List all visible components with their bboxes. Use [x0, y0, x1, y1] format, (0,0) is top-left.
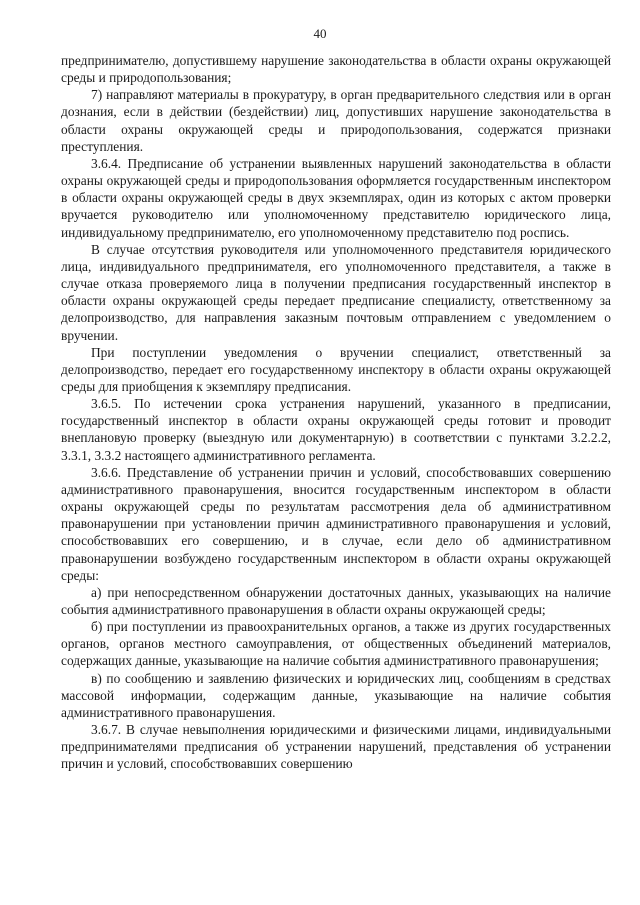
page-number: 40: [313, 26, 327, 41]
paragraph-3-6-4: 3.6.4. Предписание об устранении выявленных нарушений законодательства в области охраны окружающей среды и природопользования оформляется государственным инспектором в области охраны окружающей среды в двух экземплярах, один из которых с актом проверки вручается руководителю или уполномоченному представителю юридического лица, индивидуальному предпринимателю, его уполномоченному представителю под роспись.: [61, 155, 611, 240]
paragraph-item-7: 7) направляют материалы в прокуратуру, в орган предварительного следствия или в орган дознания, если в действии (бездействии) лиц, допустивших нарушение законодательства в области охраны окружающей среды и природопользования, содержатся признаки преступления.: [61, 87, 611, 154]
paragraph-absence-case: В случае отсутствия руководителя или уполномоченного представителя юридического лица, индивидуального предпринимателя, его уполномоченного представителя, а также в случае отказа проверяемого лица в получении предписания государственный инспектор в области охраны окружающей среды передает предписание специалисту, ответственному за делопроизводство, для направления заказным почтовым отправлением с уведомлением о вручении.: [61, 241, 611, 343]
paragraph-delivery-notice: При поступлении уведомления о вручении специалист, ответственный за делопроизводство, передает его государственному инспектору в области охраны окружающей среды для приобщения к экземпляру предписания.: [61, 344, 611, 394]
paragraph-item-b: б) при поступлении из правоохранительных органов, а также из других государственных органов, органов местного самоуправления, от общественных объединений материалов, содержащих данные, указывающие на наличие события административного правонарушения;: [61, 619, 611, 669]
paragraph-item-a: а) при непосредственном обнаружении достаточных данных, указывающих на наличие события административного правонарушения в области охраны окружающей среды;: [61, 584, 611, 617]
paragraph-3-6-6: 3.6.6. Представление об устранении причин и условий, способствовавших совершению административного правонарушения, вносится государственным инспектором в области охраны окружающей среды по результатам рассмотрения дела об административном правонарушении при установлении причин административного правонарушения и условий, способствовавших его совершению, и в случае, если дело об административном правонарушении возбуждено государственным инспектором в области охраны окружающей среды:: [61, 464, 611, 583]
document-body: [61, 52, 611, 773]
paragraph-3-6-5: 3.6.5. По истечении срока устранения нарушений, указанного в предписании, государственный инспектор в области охраны окружающей среды готовит и проводит внеплановую проверку (выездную или документарную) в соответствии с пунктами 3.2.2.2, 3.3.1, 3.3.2 настоящего административного регламента.: [61, 396, 611, 463]
paragraph-continuation: предпринимателю, допустившему нарушение законодательства в области охраны окружающей среды и природопользования;: [61, 53, 611, 86]
paragraph-item-v: в) по сообщению и заявлению физических и юридических лиц, сообщениям в средствах массовой информации, содержащим данные, указывающие на наличие события административного правонарушения.: [61, 670, 611, 720]
paragraph-3-6-7: 3.6.7. В случае невыполнения юридическими и физическими лицами, индивидуальными предпринимателями предписания об устранении нарушений, представления об устранении причин и условий, способствовавших совершению: [61, 722, 611, 772]
